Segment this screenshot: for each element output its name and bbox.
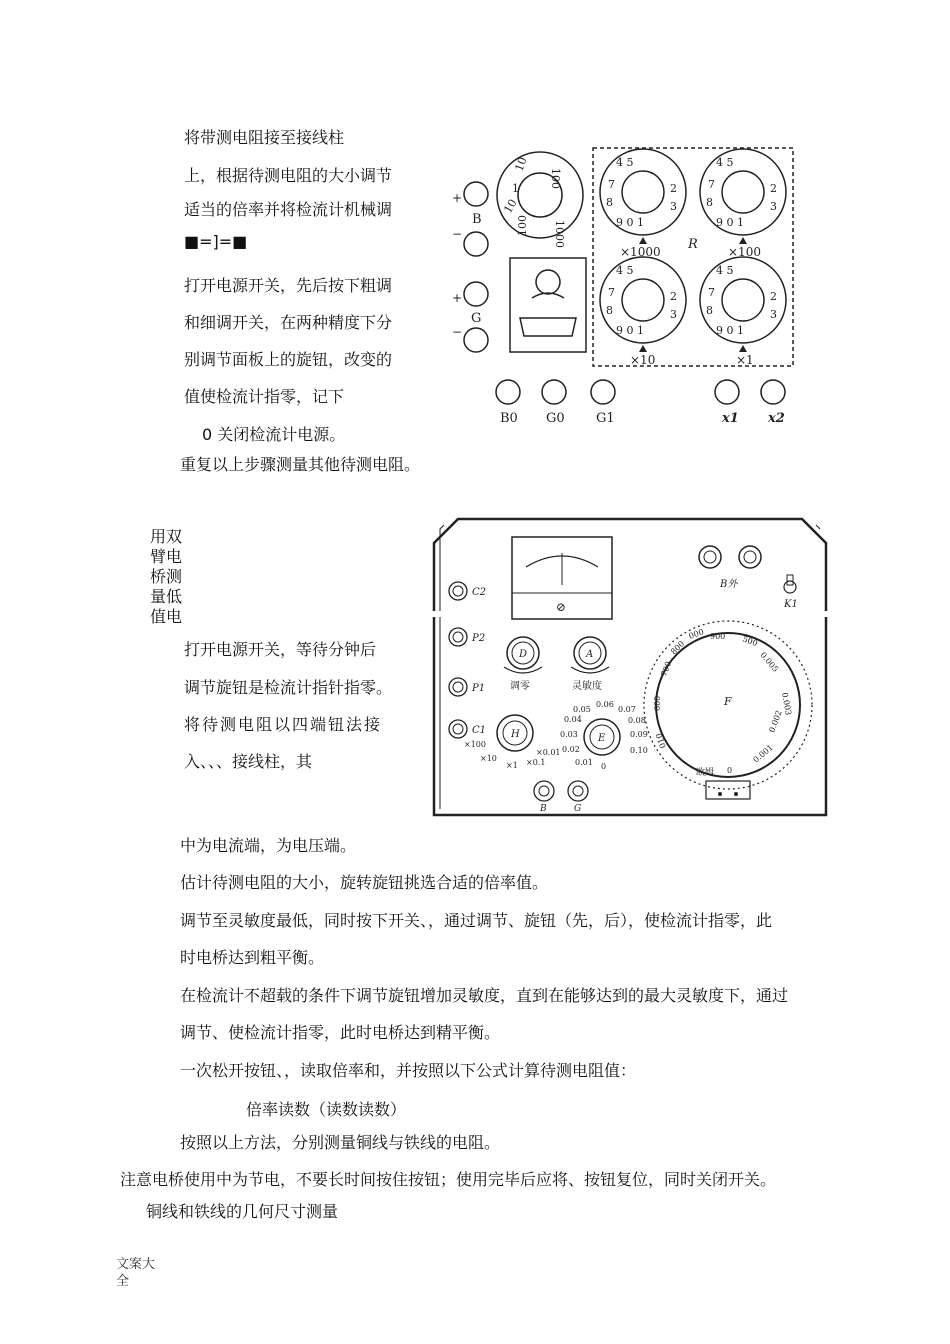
svg-text:1: 1	[512, 182, 519, 195]
step-text-1: 将带测电阻接至接线柱	[184, 128, 345, 147]
svg-text:+: +	[452, 191, 463, 205]
bottom-terminals	[496, 380, 785, 426]
label-r: R	[688, 237, 698, 252]
procedure-line-6: 调节、使检流计指零，此时电桥达到精平衡。	[180, 1023, 501, 1042]
svg-text:0.08: 0.08	[628, 716, 646, 725]
svg-text:3: 3	[770, 200, 777, 213]
svg-text:A: A	[586, 649, 594, 660]
svg-text:0.005: 0.005	[758, 650, 781, 674]
svg-text:4 5: 4 5	[716, 264, 734, 277]
svg-text:4 5: 4 5	[616, 156, 634, 169]
step-text-6: 别调节面板上的旋钮，改变的	[184, 350, 393, 369]
svg-text:4 5: 4 5	[616, 264, 634, 277]
svg-text:F: F	[724, 695, 732, 708]
svg-text:x1: x1	[722, 411, 739, 426]
svg-text:B外: B外	[720, 579, 738, 590]
svg-text:⊘: ⊘	[556, 600, 567, 614]
svg-text:600: 600	[653, 695, 662, 711]
svg-text:×0.01: ×0.01	[536, 748, 561, 757]
svg-text:D: D	[519, 649, 528, 660]
svg-text:8: 8	[606, 196, 613, 209]
footer-text-1: 文案大	[116, 1257, 156, 1272]
svg-text:G1: G1	[596, 411, 615, 426]
knob-h-multiplier	[464, 715, 561, 770]
dial-f-resistance	[644, 621, 812, 799]
svg-text:500: 500	[741, 634, 759, 649]
galvanometer-meter	[512, 537, 612, 619]
step2-text-3: 将待测电阻以四端钮法接	[184, 715, 383, 734]
svg-text:0.002: 0.002	[767, 709, 784, 734]
svg-text:0.001: 0.001	[751, 742, 775, 765]
svg-text:9 0 1: 9 0 1	[716, 216, 744, 229]
svg-text:0.05: 0.05	[573, 705, 591, 714]
terminal-g-pair	[452, 282, 488, 352]
svg-text:0.06: 0.06	[596, 700, 614, 709]
svg-text:−: −	[452, 325, 463, 339]
svg-text:1000: 1000	[553, 220, 566, 248]
decade-dial-x1	[700, 257, 786, 367]
svg-text:100: 100	[516, 215, 529, 236]
svg-text:x2: x2	[768, 411, 785, 426]
note-line: 注意电桥使用中为节电，不要长时间按住按钮；使用完毕后应将、按钮复位，同时关闭开关。	[120, 1170, 777, 1189]
svg-text:0: 0	[601, 762, 607, 771]
step2-text-4: 入、、、接线柱，其	[184, 752, 313, 771]
svg-text:×0.1: ×0.1	[526, 758, 546, 767]
decade-dial-x10	[600, 257, 686, 367]
svg-text:700: 700	[659, 660, 674, 678]
svg-text:×1000: ×1000	[620, 245, 661, 259]
formula-line: 倍率读数（读数读数）	[246, 1100, 407, 1119]
svg-text:2: 2	[770, 290, 777, 303]
svg-text:欧姆: 欧姆	[696, 768, 715, 778]
svg-text:B0: B0	[500, 411, 518, 426]
svg-text:0.07: 0.07	[618, 705, 636, 714]
step-text-5: 和细调开关，在两种精度下分	[184, 313, 393, 332]
step-text-8: 0 关闭检流计电源。	[202, 425, 346, 444]
svg-text:800: 800	[669, 639, 687, 657]
svg-text:7: 7	[708, 178, 715, 191]
svg-text:G0: G0	[546, 411, 565, 426]
svg-text:8: 8	[706, 196, 713, 209]
svg-text:×10: ×10	[480, 754, 497, 763]
svg-text:0: 0	[727, 766, 733, 775]
svg-text:0.003: 0.003	[780, 691, 793, 716]
step2-text-2: 调节旋钮是检流计指针指零。	[184, 678, 393, 697]
svg-text:0.03: 0.03	[560, 730, 578, 739]
step-text-3: 适当的倍率并将检流计机械调	[184, 200, 393, 219]
knob-a-sensitivity	[571, 637, 609, 692]
knob-d-zero-adjust	[504, 637, 542, 692]
section2-heading: 用双 臂电 桥测 量低 值电	[150, 527, 183, 626]
step-text-2: 上，根据待测电阻的大小调节	[184, 166, 393, 185]
svg-text:010: 010	[654, 731, 668, 750]
procedure-line-3: 调节至灵敏度最低，同时按下开关、，通过调节、旋钮（先，后），使检流计指零，此	[180, 911, 773, 930]
svg-text:0.01: 0.01	[575, 758, 593, 767]
svg-text:灵敏度: 灵敏度	[572, 681, 602, 692]
svg-text:+: +	[452, 291, 463, 305]
step2-text-1: 打开电源开关，等待分钟后	[184, 640, 377, 659]
step-text-9: 重复以上步骤测量其他待测电阻。	[180, 455, 421, 474]
knob-e-slide	[560, 700, 648, 771]
procedure-line-7: 一次松开按钮、，读取倍率和，并按照以下公式计算待测电阻值：	[180, 1061, 637, 1080]
svg-text:C1: C1	[472, 725, 487, 736]
switch-k1	[783, 575, 798, 610]
svg-text:G: G	[574, 804, 582, 814]
svg-text:P1: P1	[472, 683, 486, 694]
svg-text:2: 2	[670, 182, 677, 195]
decade-dial-x1000	[600, 149, 686, 259]
svg-text:100: 100	[549, 168, 562, 189]
svg-text:4 5: 4 5	[716, 156, 734, 169]
svg-text:P2: P2	[472, 633, 486, 644]
svg-text:0.02: 0.02	[562, 745, 580, 754]
procedure-line-8: 按照以上方法，分别测量铜线与铁线的电阻。	[180, 1133, 501, 1152]
svg-text:×100: ×100	[464, 740, 486, 749]
section-heading-geometry: 铜线和铁线的几何尺寸测量	[146, 1202, 339, 1221]
procedure-line-4: 时电桥达到粗平衡。	[180, 948, 325, 967]
svg-text:3: 3	[770, 308, 777, 321]
procedure-line-1: 中为电流端，为电压端。	[180, 836, 357, 855]
svg-text:7: 7	[708, 286, 715, 299]
svg-text:×1: ×1	[506, 761, 518, 770]
decade-dial-x100	[700, 149, 786, 259]
svg-text:0.09: 0.09	[630, 730, 648, 739]
svg-text:C2: C2	[472, 587, 487, 598]
svg-text:8: 8	[706, 304, 713, 317]
procedure-line-2: 估计待测电阻的大小，旋转旋钮挑选合适的倍率值。	[180, 873, 549, 892]
svg-text:E: E	[598, 733, 606, 744]
label-g: G	[471, 311, 482, 326]
bottom-terminals-bg	[534, 781, 588, 814]
svg-text:7: 7	[608, 286, 615, 299]
svg-text:000: 000	[687, 627, 706, 641]
svg-text:8: 8	[606, 304, 613, 317]
svg-text:×10: ×10	[630, 353, 656, 367]
svg-text:0.10: 0.10	[630, 746, 648, 755]
svg-text:K1: K1	[784, 599, 798, 610]
step-text-7: 值使检流计指零，记下	[184, 387, 345, 406]
svg-text:9 0 1: 9 0 1	[616, 324, 644, 337]
svg-text:2: 2	[670, 290, 677, 303]
svg-text:10: 10	[501, 196, 520, 216]
svg-text:3: 3	[670, 308, 677, 321]
svg-text:9 0 1: 9 0 1	[616, 216, 644, 229]
step-text-4: 打开电源开关，先后按下粗调	[184, 276, 393, 295]
double-bridge-diagram	[430, 515, 830, 825]
svg-text:B: B	[540, 804, 547, 814]
svg-text:2: 2	[770, 182, 777, 195]
svg-text:900: 900	[710, 632, 726, 641]
svg-text:10: 10	[512, 155, 530, 174]
formula-placeholder: ■=]=■	[184, 232, 248, 251]
svg-text:×1: ×1	[736, 353, 754, 367]
svg-text:H: H	[511, 729, 520, 740]
multiplier-dial	[497, 152, 583, 248]
svg-text:−: −	[452, 227, 463, 241]
terminal-b-pair	[452, 182, 488, 256]
left-terminals	[449, 582, 486, 738]
svg-text:7: 7	[608, 178, 615, 191]
footer-text-2: 全	[116, 1274, 130, 1289]
svg-text:3: 3	[670, 200, 677, 213]
label-b: B	[472, 212, 482, 227]
svg-text:×100: ×100	[728, 245, 761, 259]
b-out-terminals	[699, 546, 761, 590]
procedure-line-5: 在检流计不超载的条件下调节旋钮增加灵敏度，直到在能够达到的最大灵敏度下，通过	[180, 986, 789, 1005]
galvanometer-box	[510, 258, 586, 352]
single-bridge-diagram	[440, 140, 810, 440]
svg-text:9 0 1: 9 0 1	[716, 324, 744, 337]
svg-text:调零: 调零	[510, 681, 530, 692]
svg-text:0.04: 0.04	[564, 715, 582, 724]
